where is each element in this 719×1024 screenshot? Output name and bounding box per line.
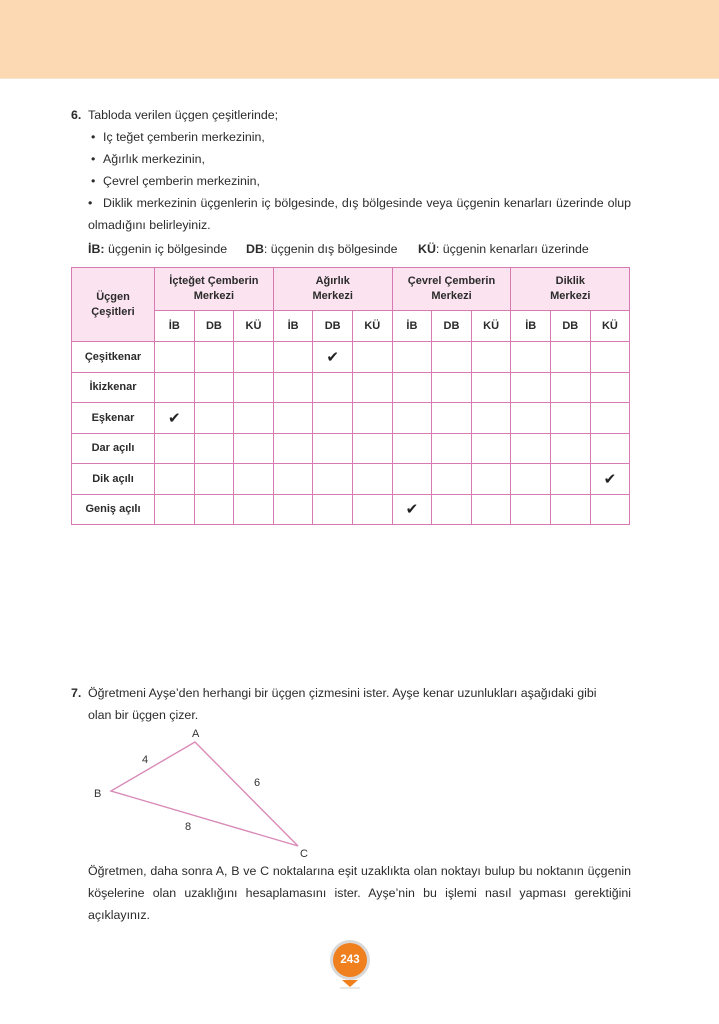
check-mark-icon: ✔ — [155, 403, 195, 434]
check-mark-icon: ✔ — [590, 464, 630, 495]
question-text-cont: olan bir üçgen çizer. — [88, 708, 199, 722]
bullet-item: • Ağırlık merkezinin, — [71, 148, 631, 170]
subheader-ib: İB — [511, 311, 551, 342]
subheader-db: DB — [551, 311, 591, 342]
triangle-abc — [111, 742, 298, 846]
check-mark-icon: ✔ — [392, 494, 432, 525]
corner-header-line: Üçgen — [96, 290, 130, 303]
subheader-ib: İB — [273, 311, 313, 342]
bullet-item: • Çevrel çemberin merkezinin, — [71, 170, 631, 192]
group-header-line: Diklik — [555, 275, 585, 287]
legend-text: : üçgenin kenarları üzerinde — [435, 242, 589, 256]
vertex-label-a: A — [192, 728, 200, 740]
subheader-ku: KÜ — [590, 311, 630, 342]
group-header-line: Merkezi — [431, 290, 472, 302]
bullet-text: Diklik merkezinin üçgenlerin iç bölgesinde, dış bölgesinde veya üçgenin kenarları üzerinde olup olmadığını belirleyiniz. — [88, 196, 631, 232]
subheader-db: DB — [194, 311, 234, 342]
legend-abbr: KÜ — [418, 242, 436, 256]
page-shadow — [340, 987, 360, 989]
legend-text: üçgenin iç bölgesinde — [104, 242, 228, 256]
group-header-line: Merkezi — [312, 290, 353, 302]
row-label: Eşkenar — [72, 403, 155, 434]
row-label: Dik açılı — [72, 464, 155, 495]
group-header-line: Ağırlık — [315, 275, 350, 287]
subheader-ku: KÜ — [471, 311, 511, 342]
row-label: Dar açılı — [72, 433, 155, 464]
row-label: Çeşitkenar — [72, 342, 155, 373]
question-text: Tabloda verilen üçgen çeşitlerinde; — [88, 108, 279, 122]
vertex-label-b: B — [94, 788, 102, 800]
check-mark-icon: ✔ — [313, 342, 353, 373]
subheader-db: DB — [432, 311, 472, 342]
row-label: İkizkenar — [72, 372, 155, 403]
vertex-label-c: C — [300, 848, 308, 860]
group-header-line: Çevrel Çemberin — [407, 275, 496, 287]
legend-abbr: İB: — [88, 242, 105, 256]
subheader-ib: İB — [392, 311, 432, 342]
question-text: Öğretmeni Ayşe’den herhangi bir üçgen çizmesini ister. Ayşe kenar uzunlukları aşağıdaki gibi — [88, 686, 597, 700]
subheader-ib: İB — [155, 311, 195, 342]
subheader-ku: KÜ — [234, 311, 274, 342]
group-header-line: Merkezi — [550, 290, 591, 302]
page-number: 243 — [340, 954, 360, 966]
side-label-ac: 6 — [254, 777, 261, 789]
subheader-ku: KÜ — [352, 311, 392, 342]
group-header-line: Merkezi — [193, 290, 235, 302]
row-label: Geniş açılı — [72, 494, 155, 525]
page-number-badge — [333, 943, 367, 977]
side-label-bc: 8 — [185, 821, 192, 833]
question-number: 7. — [71, 686, 82, 700]
corner-header-line: Çeşitleri — [91, 305, 135, 318]
bullet-icon: • — [88, 196, 93, 210]
side-label-ab: 4 — [142, 754, 149, 766]
page-arrow-icon — [342, 980, 358, 987]
legend-abbr: DB — [246, 242, 264, 256]
question-7-followup: Öğretmen, daha sonra A, B ve C noktalarına eşit uzaklıkta olan noktayı bulup bu noktanın üçgenin köşelerine olan uzaklığını hesaplamasını ister. Ayşe’nin bu işlemi nasıl yapması gerektiğini açıklayınız. — [88, 864, 631, 922]
subheader-db: DB — [313, 311, 353, 342]
question-number: 6. — [71, 108, 82, 122]
bullet-item: • Iç teğet çemberin merkezinin, — [71, 126, 631, 148]
group-header-line: İçteğet Çemberin — [169, 275, 259, 287]
legend-text: : üçgenin dış bölgesinde — [263, 242, 398, 256]
